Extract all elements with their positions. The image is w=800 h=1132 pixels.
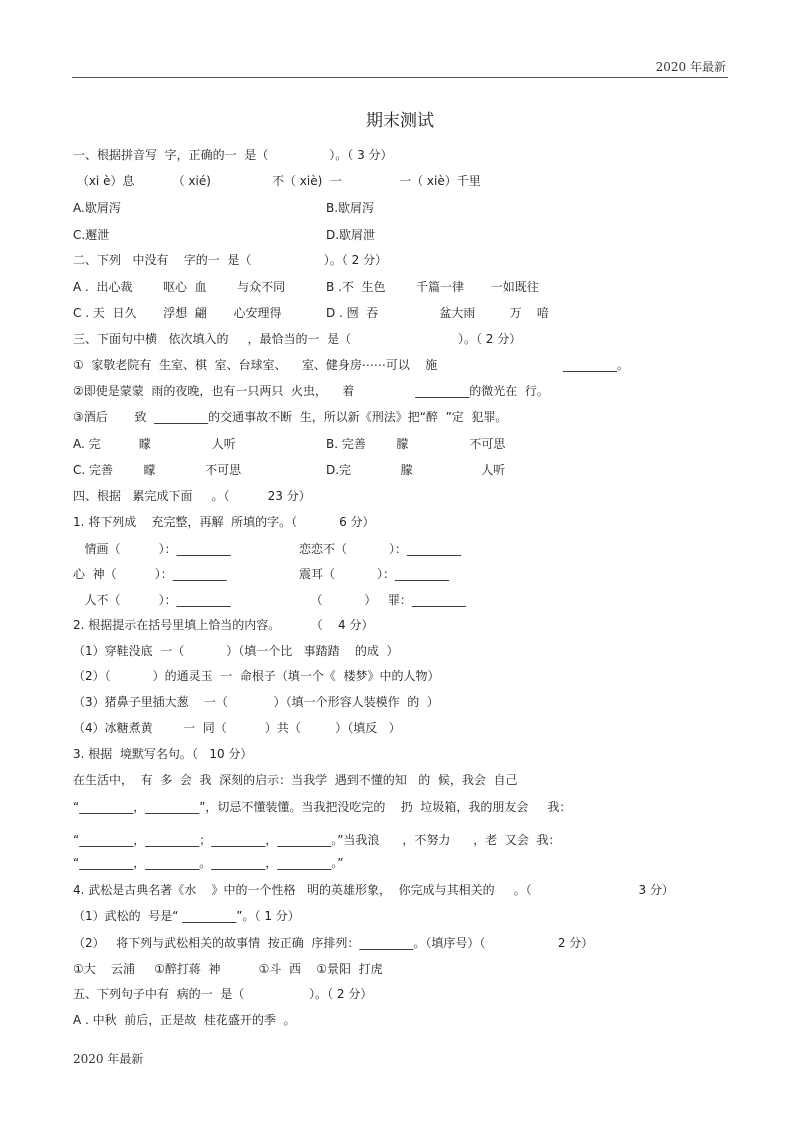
q3-option-a: A. 完 矇 人听: [73, 437, 236, 451]
q4-part2-item: （3）猪鼻子里插大葱 一（ ）（填一个形容人装模作 的 ）: [73, 695, 439, 709]
idiom-blank: 震耳（ ）：_________: [299, 567, 449, 581]
page-header: 2020 年最新: [655, 60, 726, 74]
q2-option-b: B .不 生色 千篇一律 一如既往: [326, 280, 539, 294]
header-rule: [72, 77, 728, 78]
q4-part3-line: “_________，_________；_________，_________。”当我浪 ，不努力 ，老 又会 我：: [73, 833, 561, 847]
q1-option-a: A.歇屑泻: [73, 201, 121, 215]
q2-stem: 二、下列 中没有 字的一 是（ ）。（ 2 分）: [73, 253, 388, 267]
q5-stem: 五、下列句子中有 病的一 是（ ）。（ 2 分）: [73, 987, 373, 1001]
idiom-blank: （ ） 罪：_________: [299, 593, 466, 607]
q4-stem: 四、根据 累完成下面 。（ 23 分）: [73, 489, 311, 503]
q4-part2-item: （2）（ ）的通灵玉 一 命根子（填一个《 楼梦》中的人物）: [73, 669, 440, 683]
q1-option-d: D.歇屑泄: [326, 228, 376, 242]
q1-option-b: B.歇屑泻: [326, 201, 375, 215]
page-footer: 2020 年最新: [73, 1052, 144, 1066]
q3-option-d: D.完 朦 人听: [326, 463, 506, 477]
q2-option-d: D . 囫 吞 盆大雨 万 喑: [326, 306, 549, 320]
q2-option-c: C . 天 日久 浮想 翩 心安理得: [73, 306, 282, 320]
idiom-blank: 人不（ ）：_________: [73, 593, 231, 607]
q4-part3-line: “_________，_________。_________，_________。”: [73, 856, 344, 870]
q3-option-c: C. 完善 矇 不可思: [73, 463, 242, 477]
q5-option-a: A . 中秋 前后，正是故 桂花盛开的季 。: [73, 1013, 296, 1027]
q2-option-a: A . 出心裁 呕心 血 与众不同: [73, 280, 286, 294]
q4-part4-item: ①大 云浦 ①醉打蒋 神 ①斗 西 ①景阳 打虎: [73, 962, 383, 976]
q3-sentence-3: ③酒后 致 _________的交通事故不断 生，所以新《刑法》把“醉 ”定 犯罪。: [73, 410, 508, 424]
q4-part4-stem: 4. 武松是古典名著《水 》中的一个性格 明的英雄形象， 你完成与其相关的 。（ 3 分）: [73, 883, 674, 897]
q4-part3-stem: 3. 根据 境默写名句。（ 10 分）: [73, 747, 253, 761]
idiom-blank: 心 神（ ）：_________: [73, 567, 227, 581]
q4-part3-line: “_________，_________”，切忌不懂装懂。当我把没吃完的 扔 垃圾箱，我的朋友会 我：: [73, 800, 572, 814]
q4-part2-item: （1）穿鞋没底 一（ ）（填一个比 事踏踏 的成 ）: [73, 644, 399, 658]
q4-part2-stem: 2. 根据提示在括号里填上恰当的内容。 （ 4 分）: [73, 618, 374, 632]
q4-part2-item: （4）冰糖煮黄 一 同（ ）共（ ）（填反 ）: [73, 721, 401, 735]
idiom-blank: 恋恋不（ ）：_________: [299, 542, 461, 556]
page-title: 期末测试: [366, 111, 434, 131]
q3-sentence-1: ① 家敬老院有 生室、棋 室、台球室、 室、健身房⋯⋯可以 施 _________。: [73, 358, 630, 372]
q3-sentence-2: ②即使是蒙蒙 雨的夜晚，也有一只两只 火虫， 着 _________的微光在 行。: [73, 384, 549, 398]
q1-pinyin: （xi è）息 （ xié) 不（ xiè) 一 一（ xiè）千里: [73, 174, 481, 188]
q4-part4-item: （1）武松的 号是“ _________”。（ 1 分）: [73, 909, 300, 923]
q1-option-c: C.邂泄: [73, 228, 110, 242]
q3-stem: 三、下面句中横 依次填入的 ，最恰当的一 是（ ）。（ 2 分）: [73, 332, 522, 346]
idiom-blank: 情画（ ）：_________: [73, 542, 231, 556]
q4-part1-stem: 1. 将下列成 充完整，再解 所填的字。（ 6 分）: [73, 515, 375, 529]
q1-stem: 一、根据拼音写 字，正确的一 是（ ）。（ 3 分）: [73, 148, 393, 162]
q4-part4-item: （2） 将下列与武松相关的故事情 按正确 序排列：_________。（填序号）（ 2 分）: [73, 936, 594, 950]
q4-part3-line: 在生活中， 有 多 会 我 深刻的启示：当我学 遇到不懂的知 的 候，我会 自己: [73, 773, 518, 787]
q3-option-b: B. 完善 朦 不可思: [326, 437, 506, 451]
